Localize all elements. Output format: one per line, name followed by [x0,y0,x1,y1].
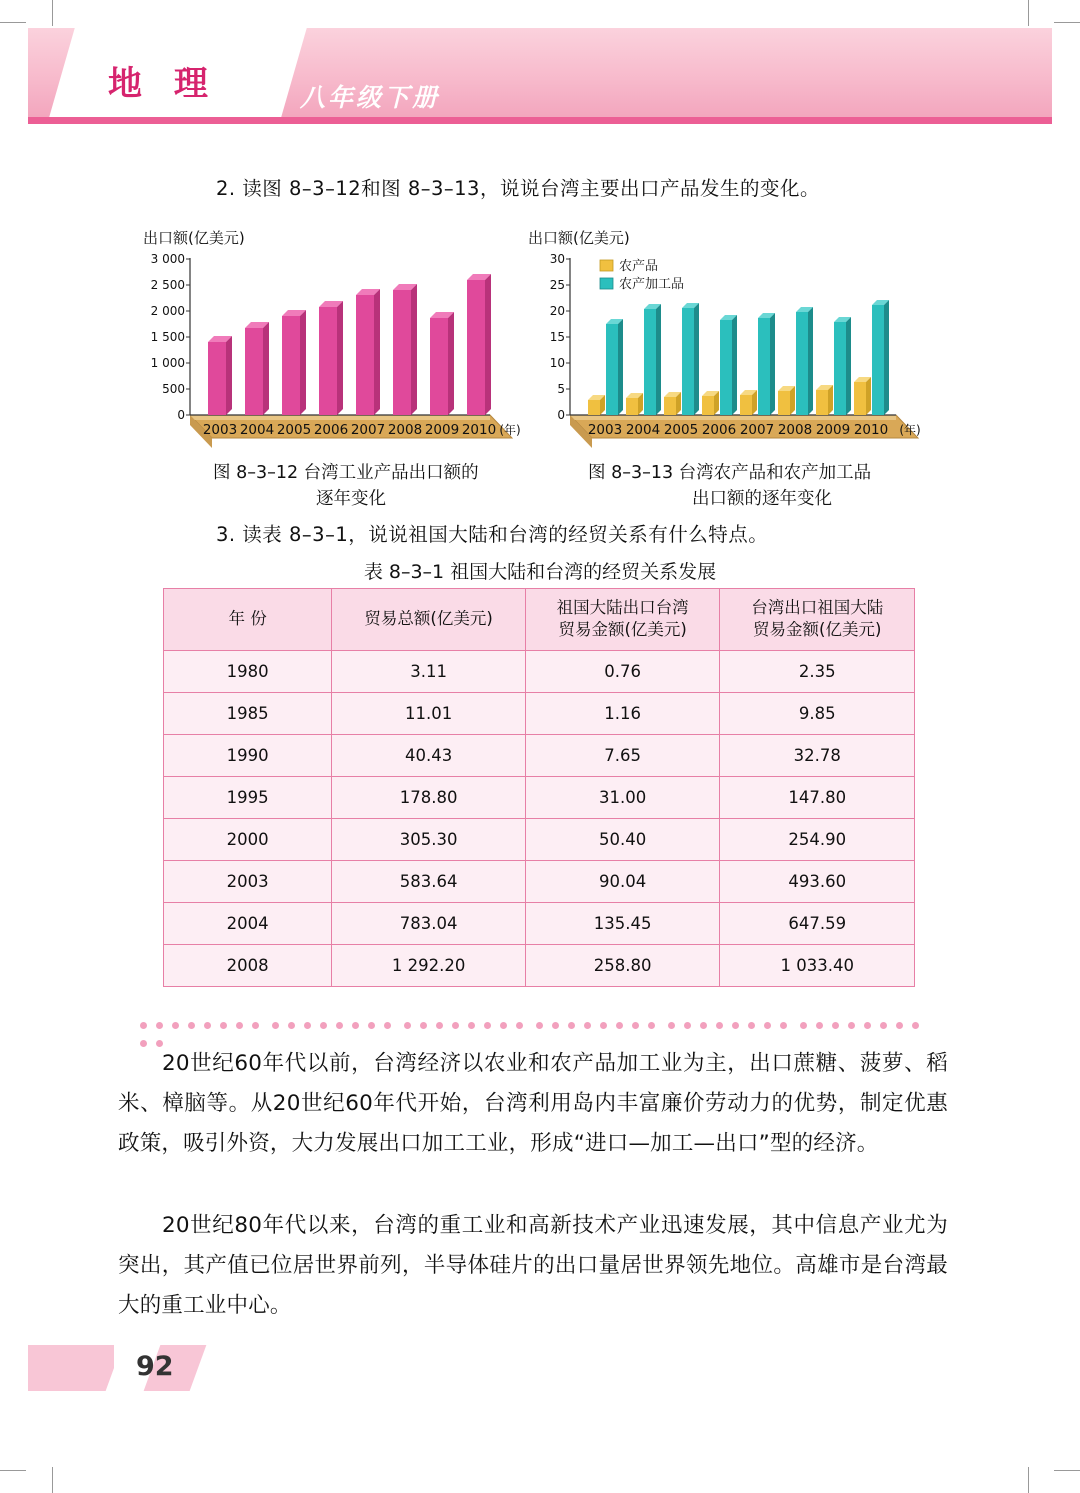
page-number: 92 [136,1351,174,1382]
cell-year: 2003 [164,860,332,902]
cell-mainland-export: 0.76 [525,650,720,692]
svg-text:2008: 2008 [777,422,813,438]
svg-text:2006: 2006 [313,422,349,438]
table-row [164,650,915,692]
cell-mainland-export: 258.80 [525,944,720,986]
svg-text:(年): (年) [499,423,521,437]
table-row [164,734,915,776]
table-header-year: 年 份 [164,589,332,651]
svg-text:2007: 2007 [350,422,386,438]
cell-total: 305.30 [332,818,526,860]
trade-data-table [163,588,915,987]
svg-text:2004: 2004 [239,422,275,438]
subject-title: 地 理 [108,64,218,104]
crop-mark [0,22,26,23]
cell-mainland-export: 7.65 [525,734,720,776]
svg-text:2010: 2010 [461,422,497,438]
cell-taiwan-export: 254.90 [720,818,915,860]
body-paragraph-2: 20世纪80年代以来，台湾的重工业和高新技术产业迅速发展，其中信息产业尤为突出，其产值已位居世界前列，半导体硅片的出口量居世界领先地位。高雄市是台湾最大的重工业中心。 [118,1213,948,1318]
cell-year: 1990 [164,734,332,776]
cell-taiwan-export: 32.78 [720,734,915,776]
figure1-caption-line2: 逐年变化 [316,489,386,509]
cell-taiwan-export: 647.59 [720,902,915,944]
table-header-total: 贸易总额(亿美元) [332,589,526,651]
svg-text:农产加工品: 农产加工品 [619,277,685,292]
svg-text:2005: 2005 [276,422,312,438]
svg-text:0: 0 [177,408,185,422]
svg-text:500: 500 [162,382,185,396]
cell-year: 1995 [164,776,332,818]
svg-text:25: 25 [549,278,565,292]
question-3-text: 3. 读表 8–3–1，说说祖国大陆和台湾的经贸关系有什么特点。 [216,523,769,546]
crop-mark [0,1470,26,1471]
table-row [164,902,915,944]
cell-taiwan-export: 493.60 [720,860,915,902]
crop-mark [1028,1467,1029,1493]
figure1-caption-line1: 图 8–3–12 台湾工业产品出口额的 [213,463,479,483]
cell-total: 3.11 [332,650,526,692]
table-row [164,692,915,734]
table-title: 表 8–3–1 祖国大陆和台湾的经贸关系发展 [363,561,717,583]
figure1-chart [140,248,530,453]
svg-text:2009: 2009 [815,422,851,438]
figure2-caption-line2: 出口额的逐年变化 [692,489,832,509]
cell-year: 2008 [164,944,332,986]
figure1-y-axis-label: 出口额(亿美元) [143,229,245,247]
cell-mainland-export: 50.40 [525,818,720,860]
cell-mainland-export: 31.00 [525,776,720,818]
crop-mark [1028,0,1029,26]
svg-text:1 500: 1 500 [150,330,185,344]
question-2-text: 2. 读图 8–3–12和图 8–3–13，说说台湾主要出口产品发生的变化。 [216,177,820,200]
table-row [164,944,915,986]
svg-text:3 000: 3 000 [150,252,185,266]
cell-year: 1985 [164,692,332,734]
body-paragraph-1: 20世纪60年代以前，台湾经济以农业和农产品加工业为主，出口蔗糖、菠萝、稻米、樟脑等。从20世纪60年代开始，台湾利用岛内丰富廉价劳动力的优势，制定优惠政策，吸引外资，大力发展出口加工工业，形成“进口—加工—出口”型的经济。 [118,1051,948,1156]
svg-text:30: 30 [549,252,565,266]
svg-text:(年): (年) [899,423,921,437]
dotted-divider [140,1016,940,1024]
cell-mainland-export: 1.16 [525,692,720,734]
cell-taiwan-export: 2.35 [720,650,915,692]
table-row [164,776,915,818]
svg-text:2003: 2003 [202,422,238,438]
cell-total: 1 292.20 [332,944,526,986]
figure2-caption-line1: 图 8–3–13 台湾农产品和农产加工品 [588,463,872,483]
crop-mark [1054,22,1080,23]
table-row [164,860,915,902]
svg-text:2010: 2010 [853,422,889,438]
svg-text:2004: 2004 [625,422,661,438]
cell-mainland-export: 90.04 [525,860,720,902]
svg-text:1 000: 1 000 [150,356,185,370]
table-header-taiwan-export: 台湾出口祖国大陆 贸易金额(亿美元) [720,589,915,651]
crop-mark [52,0,53,26]
table-header-row [164,589,915,651]
table-row [164,818,915,860]
cell-total: 783.04 [332,902,526,944]
cell-total: 40.43 [332,734,526,776]
cell-year: 1980 [164,650,332,692]
svg-text:2006: 2006 [701,422,737,438]
svg-text:2003: 2003 [587,422,623,438]
table-header-mainland-export: 祖国大陆出口台湾 贸易金额(亿美元) [525,589,720,651]
cell-year: 2004 [164,902,332,944]
crop-mark [52,1467,53,1493]
svg-text:2009: 2009 [424,422,460,438]
cell-taiwan-export: 9.85 [720,692,915,734]
svg-text:2005: 2005 [663,422,699,438]
cell-taiwan-export: 1 033.40 [720,944,915,986]
svg-text:2 500: 2 500 [150,278,185,292]
svg-text:2008: 2008 [387,422,423,438]
cell-year: 2000 [164,818,332,860]
svg-text:5: 5 [557,382,565,396]
svg-text:2 000: 2 000 [150,304,185,318]
figure2-y-axis-label: 出口额(亿美元) [528,229,630,247]
svg-text:农产品: 农产品 [619,259,659,274]
cell-taiwan-export: 147.80 [720,776,915,818]
figure2-chart [528,248,938,453]
svg-text:10: 10 [549,356,565,370]
cell-total: 583.64 [332,860,526,902]
cell-total: 178.80 [332,776,526,818]
grade-label: 八年级下册 [300,83,441,112]
cell-mainland-export: 135.45 [525,902,720,944]
svg-text:0: 0 [557,408,565,422]
cell-total: 11.01 [332,692,526,734]
svg-text:2007: 2007 [739,422,775,438]
svg-text:15: 15 [549,330,565,344]
crop-mark [1054,1470,1080,1471]
svg-text:20: 20 [549,304,565,318]
